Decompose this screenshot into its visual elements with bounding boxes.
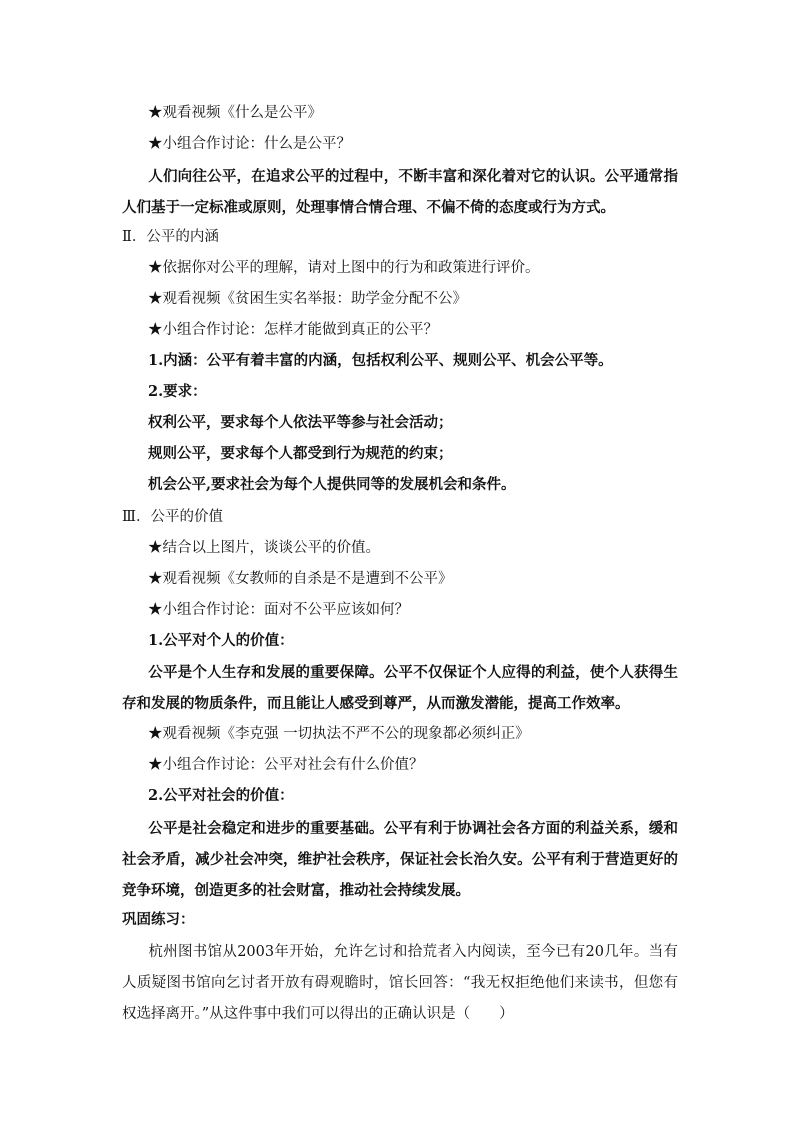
connotation-point: 1.内涵：公平有着丰富的内涵，包括权利公平、规则公平、机会公平等。 — [148, 352, 613, 369]
discussion-item: ★小组合作讨论：怎样才能做到真正的公平？ — [148, 322, 438, 338]
video-item: ★观看视频《什么是公平》 — [148, 105, 322, 121]
video-item: ★观看视频《女教师的自杀是不是遭到不公平》 — [148, 571, 453, 587]
requirement-opportunity: 机会公平,要求社会为每个人提供同等的发展机会和条件。 — [148, 476, 516, 493]
requirement-rights: 权利公平，要求每个人依法平等参与社会活动； — [148, 414, 453, 431]
picture-item: ★结合以上图片，谈谈公平的价值。 — [148, 540, 380, 556]
video-item: ★观看视频《贫困生实名举报：助学金分配不公》 — [148, 291, 467, 307]
requirement-rules: 规则公平，要求每个人都受到行为规范的约束； — [148, 445, 453, 462]
social-value-heading: 2.公平对社会的价值： — [148, 787, 294, 804]
paragraph-definition: 人们向往公平，在追求公平的过程中，不断丰富和深化着对它的认识。公平通常指人们基于一定标准或原则，处理事情合情合理、不偏不倚的态度或行为方式。 — [122, 168, 678, 216]
individual-value-heading: 1.公平对个人的价值： — [148, 632, 294, 649]
discussion-item: ★小组合作讨论：面对不公平应该如何？ — [148, 602, 409, 618]
video-item: ★观看视频《李克强 一切执法不严不公的现象都必须纠正》 — [148, 726, 530, 742]
paragraph-individual-value: 公平是个人生存和发展的重要保障。公平不仅保证个人应得的利益，使个人获得生存和发展的物质条件，而且能让人感受到尊严，从而激发潜能，提高工作效率。 — [122, 664, 678, 712]
paragraph-social-value: 公平是社会稳定和进步的重要基础。公平有利于协调社会各方面的利益关系，缓和社会矛盾，减少社会冲突，维护社会秩序，保证社会长治久安。公平有利于营造更好的竞争环境，创造更多的社会财富，推动社会持续发展。 — [122, 820, 678, 899]
section-heading-3: Ⅲ．公平的价值 — [122, 509, 223, 525]
evaluation-item: ★依据你对公平的理解，请对上图中的行为和政策进行评价。 — [148, 260, 540, 276]
discussion-item: ★小组合作讨论：公平对社会有什么价值？ — [148, 757, 424, 773]
section-heading-2: Ⅱ．公平的内涵 — [122, 229, 219, 245]
discussion-item: ★小组合作讨论：什么是公平？ — [148, 136, 351, 152]
practice-heading: 巩固练习： — [122, 911, 195, 928]
practice-question: 杭州图书馆从2003年开始，允许乞讨和拾荒者入内阅读，至今已有20几年。当有人质疑图书馆向乞讨者开放有碍观瞻时，馆长回答：“我无权拒绝他们来读书，但您有权选择离开。”从这件事中我们可以得出的正确认识是（ ） — [122, 944, 678, 1022]
requirement-heading: 2.要求： — [148, 383, 207, 400]
